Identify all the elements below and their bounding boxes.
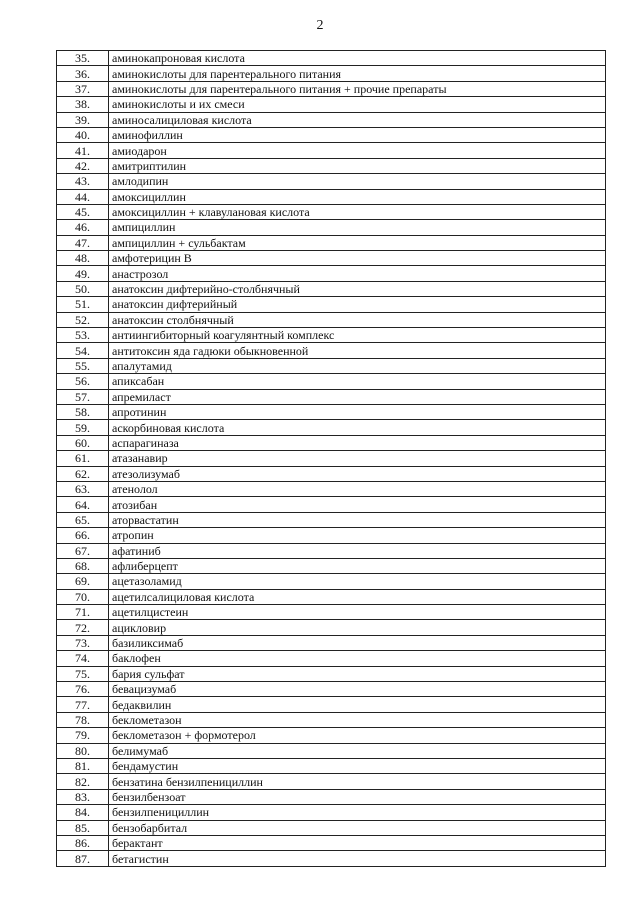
table-row [57, 204, 606, 219]
table-row [57, 774, 606, 789]
row-number: 78. [57, 712, 109, 727]
table-row [57, 728, 606, 743]
table-row [57, 312, 606, 327]
table-row [57, 682, 606, 697]
row-number: 35. [57, 51, 109, 66]
table-row [57, 466, 606, 481]
table-row [57, 789, 606, 804]
row-number: 72. [57, 620, 109, 635]
row-number: 65. [57, 512, 109, 527]
drug-name: бария сульфат [109, 666, 606, 681]
drug-name: аминокапроновая кислота [109, 51, 606, 66]
drug-name: баклофен [109, 651, 606, 666]
drug-name: апремиласт [109, 389, 606, 404]
table-row [57, 820, 606, 835]
row-number: 82. [57, 774, 109, 789]
drug-name: базиликсимаб [109, 635, 606, 650]
drug-name: аминосалициловая кислота [109, 112, 606, 127]
table-row [57, 266, 606, 281]
drug-name: берактант [109, 835, 606, 850]
table-row [57, 435, 606, 450]
drug-name: апалутамид [109, 358, 606, 373]
table-row [57, 835, 606, 850]
drug-name: аскорбиновая кислота [109, 420, 606, 435]
table-row [57, 758, 606, 773]
table-row [57, 574, 606, 589]
drug-name: бензилпенициллин [109, 805, 606, 820]
drug-name: анастрозол [109, 266, 606, 281]
row-number: 55. [57, 358, 109, 373]
drug-name: антиингибиторный коагулянтный комплекс [109, 328, 606, 343]
table-row [57, 297, 606, 312]
table-row [57, 497, 606, 512]
drug-name: атозибан [109, 497, 606, 512]
drug-name: амоксициллин + клавулановая кислота [109, 204, 606, 219]
table-row [57, 605, 606, 620]
row-number: 47. [57, 235, 109, 250]
row-number: 66. [57, 528, 109, 543]
drug-name: афлиберцепт [109, 558, 606, 573]
row-number: 70. [57, 589, 109, 604]
table-row [57, 651, 606, 666]
row-number: 57. [57, 389, 109, 404]
drug-name: апиксабан [109, 374, 606, 389]
table-row [57, 235, 606, 250]
drug-name: бензатина бензилпенициллин [109, 774, 606, 789]
drug-name: атенолол [109, 481, 606, 496]
row-number: 37. [57, 81, 109, 96]
table-row [57, 481, 606, 496]
row-number: 69. [57, 574, 109, 589]
row-number: 53. [57, 328, 109, 343]
row-number: 79. [57, 728, 109, 743]
table-row [57, 81, 606, 96]
drug-name: амоксициллин [109, 189, 606, 204]
table-row [57, 328, 606, 343]
row-number: 60. [57, 435, 109, 450]
table-row [57, 451, 606, 466]
drug-name: атезолизумаб [109, 466, 606, 481]
table-row [57, 358, 606, 373]
drug-name: бендамустин [109, 758, 606, 773]
row-number: 56. [57, 374, 109, 389]
table-row [57, 189, 606, 204]
row-number: 43. [57, 174, 109, 189]
drug-name: атазанавир [109, 451, 606, 466]
drug-name: ацетазоламид [109, 574, 606, 589]
row-number: 61. [57, 451, 109, 466]
drug-name: амитриптилин [109, 158, 606, 173]
table-row [57, 404, 606, 419]
row-number: 76. [57, 682, 109, 697]
table-row [57, 127, 606, 142]
row-number: 77. [57, 697, 109, 712]
drug-name: апротинин [109, 404, 606, 419]
row-number: 84. [57, 805, 109, 820]
drug-name: атропин [109, 528, 606, 543]
row-number: 63. [57, 481, 109, 496]
table-row [57, 420, 606, 435]
row-number: 83. [57, 789, 109, 804]
row-number: 71. [57, 605, 109, 620]
drug-name: ампициллин + сульбактам [109, 235, 606, 250]
row-number: 36. [57, 66, 109, 81]
table-row [57, 743, 606, 758]
drug-list-body [57, 51, 606, 867]
row-number: 51. [57, 297, 109, 312]
drug-name: ацетилсалициловая кислота [109, 589, 606, 604]
row-number: 68. [57, 558, 109, 573]
row-number: 50. [57, 281, 109, 296]
drug-name: амлодипин [109, 174, 606, 189]
table-row [57, 528, 606, 543]
table-row [57, 620, 606, 635]
table-row [57, 343, 606, 358]
drug-name: белимумаб [109, 743, 606, 758]
row-number: 86. [57, 835, 109, 850]
row-number: 81. [57, 758, 109, 773]
table-row [57, 558, 606, 573]
drug-name: антитоксин яда гадюки обыкновенной [109, 343, 606, 358]
drug-name: бетагистин [109, 851, 606, 866]
row-number: 40. [57, 127, 109, 142]
table-row [57, 712, 606, 727]
row-number: 38. [57, 97, 109, 112]
table-row [57, 143, 606, 158]
drug-name: амфотерицин В [109, 251, 606, 266]
table-row [57, 174, 606, 189]
row-number: 45. [57, 204, 109, 219]
table-row [57, 851, 606, 866]
drug-list-table [56, 50, 606, 867]
row-number: 46. [57, 220, 109, 235]
page-number: 2 [316, 18, 324, 33]
drug-name: афатиниб [109, 543, 606, 558]
table-row [57, 66, 606, 81]
row-number: 42. [57, 158, 109, 173]
row-number: 80. [57, 743, 109, 758]
drug-name: ацикловир [109, 620, 606, 635]
drug-name: аминокислоты для парентерального питания + прочие препараты [109, 81, 606, 96]
drug-name: аспарагиназа [109, 435, 606, 450]
drug-name: аторвастатин [109, 512, 606, 527]
table-row [57, 251, 606, 266]
drug-name: аминокислоты и их смеси [109, 97, 606, 112]
row-number: 52. [57, 312, 109, 327]
row-number: 62. [57, 466, 109, 481]
table-row [57, 389, 606, 404]
drug-name: беклометазон [109, 712, 606, 727]
drug-name: ампициллин [109, 220, 606, 235]
drug-name: анатоксин дифтерийный [109, 297, 606, 312]
row-number: 67. [57, 543, 109, 558]
drug-name: беклометазон + формотерол [109, 728, 606, 743]
row-number: 58. [57, 404, 109, 419]
row-number: 75. [57, 666, 109, 681]
table-row [57, 543, 606, 558]
table-row [57, 805, 606, 820]
table-row [57, 97, 606, 112]
drug-name: аминофиллин [109, 127, 606, 142]
drug-name: бензилбензоат [109, 789, 606, 804]
drug-name: амиодарон [109, 143, 606, 158]
table-row [57, 112, 606, 127]
drug-name: анатоксин дифтерийно-столбнячный [109, 281, 606, 296]
row-number: 74. [57, 651, 109, 666]
row-number: 85. [57, 820, 109, 835]
row-number: 73. [57, 635, 109, 650]
drug-name: бензобарбитал [109, 820, 606, 835]
table-row [57, 220, 606, 235]
row-number: 64. [57, 497, 109, 512]
row-number: 44. [57, 189, 109, 204]
row-number: 41. [57, 143, 109, 158]
drug-name: аминокислоты для парентерального питания [109, 66, 606, 81]
row-number: 39. [57, 112, 109, 127]
table-row [57, 589, 606, 604]
row-number: 49. [57, 266, 109, 281]
table-row [57, 635, 606, 650]
table-row [57, 158, 606, 173]
table-row [57, 512, 606, 527]
table-row [57, 666, 606, 681]
table-row [57, 281, 606, 296]
row-number: 48. [57, 251, 109, 266]
row-number: 54. [57, 343, 109, 358]
table-row [57, 51, 606, 66]
table-row [57, 697, 606, 712]
drug-name: бевацизумаб [109, 682, 606, 697]
row-number: 59. [57, 420, 109, 435]
row-number: 87. [57, 851, 109, 866]
table-row [57, 374, 606, 389]
drug-name: бедаквилин [109, 697, 606, 712]
drug-name: ацетилцистеин [109, 605, 606, 620]
drug-name: анатоксин столбнячный [109, 312, 606, 327]
